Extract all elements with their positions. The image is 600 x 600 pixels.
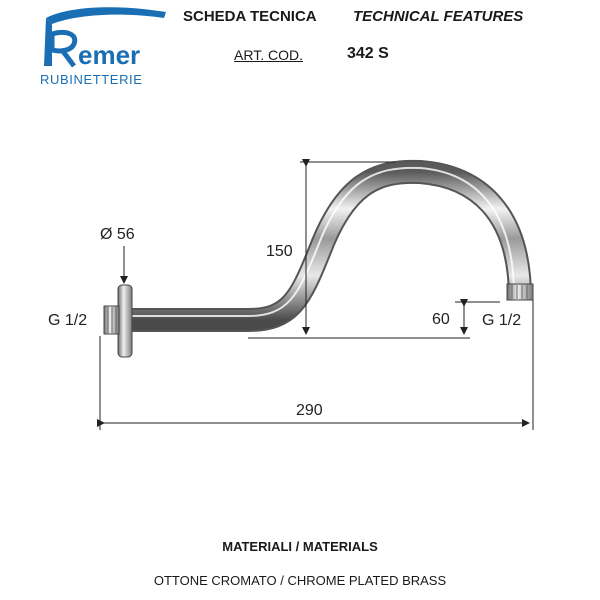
- materials-title: MATERIALI / MATERIALS: [222, 539, 378, 554]
- dim-thread-left: G 1/2: [48, 312, 88, 329]
- logo-subtitle: RUBINETTERIE: [40, 72, 143, 87]
- wall-flange: [118, 285, 132, 357]
- svg-text:emer: emer: [78, 40, 141, 70]
- outlet-thread: [507, 284, 533, 300]
- article-code-value: 342 S: [347, 45, 389, 62]
- article-code-label: ART. COD.: [234, 47, 303, 63]
- dim-height: 150: [266, 243, 293, 260]
- dim-length: 290: [296, 402, 323, 419]
- materials-text: OTTONE CROMATO / CHROME PLATED BRASS: [153, 573, 447, 588]
- dim-diameter: Ø 56: [100, 226, 135, 243]
- dim-outlet-height: 60: [432, 311, 450, 328]
- header-title-en: TECHNICAL FEATURES: [353, 8, 524, 25]
- dim-thread-right: G 1/2: [482, 312, 522, 329]
- header-title-it: SCHEDA TECNICA: [183, 8, 317, 25]
